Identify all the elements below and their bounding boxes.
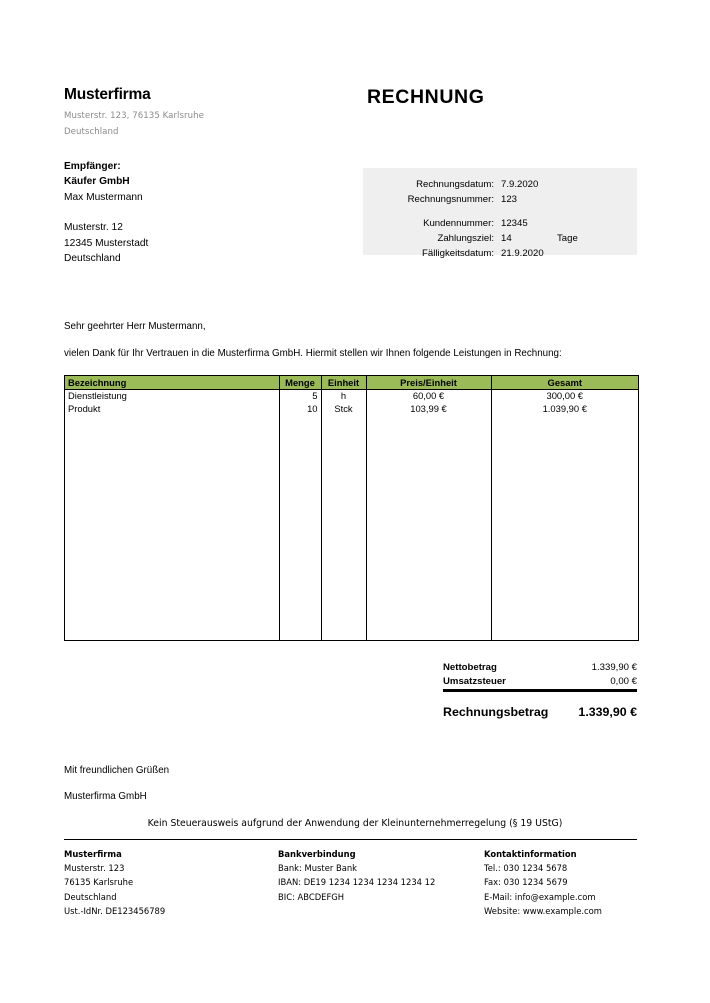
net-amount-label: Nettobetrag <box>443 662 497 673</box>
recipient-country: Deutschland <box>64 253 121 265</box>
cell-description: Produkt <box>65 403 279 417</box>
meta-label: Rechnungsdatum: <box>416 179 494 190</box>
recipient-city: 12345 Musterstadt <box>64 237 149 249</box>
recipient-spacer <box>64 205 148 220</box>
cell-description: Dienstleistung <box>65 389 279 403</box>
meta-unit: Tage <box>557 233 578 244</box>
vat-value: 0,00 € <box>610 676 637 687</box>
footer-company-line: Deutschland <box>64 891 117 902</box>
cell-quantity: 10 <box>279 403 321 417</box>
meta-value: 7.9.2020 <box>501 179 539 190</box>
footer-contact-heading: Kontaktinformation <box>484 849 577 859</box>
document-title: RECHNUNG <box>367 86 485 108</box>
footer-company-heading: Musterfirma <box>64 849 122 859</box>
totals-block <box>443 661 637 689</box>
sender-country: Deutschland <box>64 127 119 137</box>
footer-column-bank <box>278 847 478 904</box>
empty-cell <box>321 416 366 640</box>
footer-contact-line: Website: www.example.com <box>484 905 602 916</box>
cell-unit: Stck <box>321 403 366 417</box>
recipient-label: Empfänger: <box>64 161 121 172</box>
tax-exemption-note: Kein Steuerausweis aufgrund der Anwendung der Kleinunternehmerregelung (§ 19 UStG) <box>147 818 563 829</box>
column-header-description: Bezeichnung <box>65 376 279 389</box>
meta-value: 12345 <box>501 218 528 229</box>
footer-contact-line: E-Mail: info@example.com <box>484 891 596 902</box>
meta-label: Kundennummer: <box>423 218 494 229</box>
grand-total-label: Rechnungsbetrag <box>443 705 549 719</box>
footer-column-company <box>64 847 264 918</box>
footer-company-line: 76135 Karlsruhe <box>64 877 134 888</box>
empty-cell <box>366 416 491 640</box>
line-items-table <box>64 375 639 641</box>
footer-bank-heading: Bankverbindung <box>278 849 356 859</box>
vat-label: Umsatzsteuer <box>443 676 506 687</box>
table-empty-space <box>65 416 638 640</box>
totals-row-net <box>443 661 637 675</box>
meta-label: Rechnungsnummer: <box>407 194 494 205</box>
column-header-unit: Einheit <box>321 376 366 389</box>
grand-total-row <box>443 705 637 719</box>
column-header-unit-price: Preis/Einheit <box>366 376 491 389</box>
cell-total: 300,00 € <box>546 389 583 401</box>
meta-value: 123 <box>501 194 518 205</box>
salutation-text: Sehr geehrter Herr Mustermann, <box>64 321 206 332</box>
recipient-block <box>64 159 148 266</box>
footer-bank-line: Bank: Muster Bank <box>278 863 357 874</box>
footer-contact-line: Tel.: 030 1234 5678 <box>484 863 568 874</box>
table-header-row <box>65 376 638 389</box>
cell-unit: h <box>321 389 366 403</box>
totals-row-vat <box>443 675 637 689</box>
empty-cell <box>491 416 638 640</box>
recipient-person: Max Mustermann <box>64 191 143 203</box>
meta-value: 14 <box>501 233 512 244</box>
intro-text: vielen Dank für Ihr Vertrauen in die Musterfirma GmbH. Hiermit stellen wir Ihnen folgende Leistungen in Rechnung: <box>64 348 562 359</box>
footer-bank-line: BIC: ABCDEFGH <box>278 891 345 902</box>
meta-label: Fälligkeitsdatum: <box>422 248 494 259</box>
net-amount-value: 1.339,90 € <box>591 662 637 673</box>
cell-total: 1.039,90 € <box>542 402 587 414</box>
footer-contact-line: Fax: 030 1234 5679 <box>484 877 568 888</box>
recipient-street: Musterstr. 12 <box>64 222 123 234</box>
footer-column-contact <box>484 847 684 918</box>
recipient-company: Käufer GmbH <box>64 176 130 188</box>
sender-company-name: Musterfirma <box>64 86 151 103</box>
footer-company-line: Ust.-IdNr. DE123456789 <box>64 905 166 916</box>
empty-cell <box>65 416 279 640</box>
column-header-total: Gesamt <box>491 376 638 389</box>
cell-unit-price: 60,00 € <box>366 389 491 403</box>
closing-company: Musterfirma GmbH <box>64 791 147 802</box>
invoice-meta-box <box>363 168 637 259</box>
footer-company-line: Musterstr. 123 <box>64 863 125 874</box>
footer-divider <box>64 839 637 840</box>
column-header-quantity: Menge <box>279 376 321 389</box>
table-row <box>65 389 638 403</box>
table-row <box>65 403 638 417</box>
cell-quantity: 5 <box>279 389 321 403</box>
cell-unit-price: 103,99 € <box>366 403 491 417</box>
sender-address-line: Musterstr. 123, 76135 Karlsruhe <box>64 111 204 121</box>
meta-value: 21.9.2020 <box>501 248 544 259</box>
grand-total-value: 1.339,90 € <box>578 705 637 719</box>
totals-divider <box>443 689 637 692</box>
footer-bank-line: IBAN: DE19 1234 1234 1234 1234 12 <box>278 877 436 888</box>
empty-cell <box>279 416 321 640</box>
closing-regards: Mit freundlichen Grüßen <box>64 765 170 776</box>
meta-label: Zahlungsziel: <box>437 233 494 244</box>
